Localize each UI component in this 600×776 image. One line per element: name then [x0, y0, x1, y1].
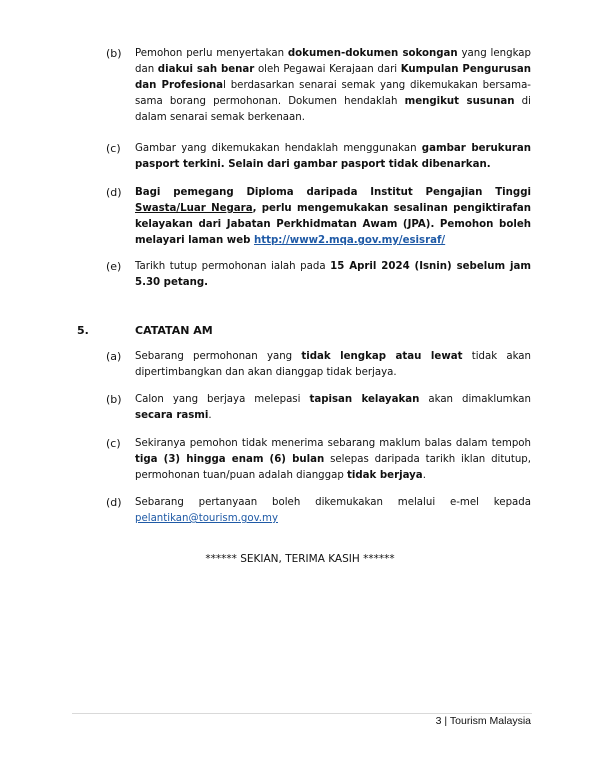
list-text	[135, 392, 531, 424]
section-number: 5.	[77, 324, 89, 337]
list-label: (a)	[106, 350, 122, 363]
list-text	[135, 141, 531, 173]
text-run: .	[422, 470, 426, 481]
list-text	[135, 46, 531, 126]
text-run: Tarikh tutup permohonan ialah pada	[135, 261, 331, 272]
list-text	[135, 495, 531, 527]
bold-text: tiga (3) hingga enam (6) bulan	[135, 454, 325, 465]
text-run: akan dimaklumkan	[419, 394, 531, 405]
closing-line: ****** SEKIAN, TERIMA KASIH ******	[205, 553, 395, 565]
list-label: (b)	[106, 393, 122, 406]
bold-text: tapisan kelayakan	[309, 394, 420, 405]
text-run: .	[208, 410, 212, 421]
bold-text: Bagi pemegang Diploma daripada Institut Pengajian Tinggi	[135, 187, 531, 198]
section-title: CATATAN AM	[135, 324, 213, 337]
list-text	[135, 436, 531, 484]
footer-divider	[72, 713, 532, 714]
bold-text: diakui sah benar	[157, 64, 255, 75]
list-label: (e)	[106, 260, 122, 273]
bold-text: , perlu mengemukakan sesalinan pengiktirafan kelayakan dari Jabatan Perkhidmatan Awam (JPA). Pemohon boleh melayari laman web	[135, 203, 532, 246]
bold-text: dokumen-dokumen sokongan	[287, 48, 458, 59]
list-text	[135, 259, 531, 291]
bold-text: 15 April 2024 (Isnin) sebelum jam 5.30 petang.	[135, 261, 531, 288]
text-run: Sebarang permohonan yang	[135, 351, 302, 362]
text-run: Pemohon perlu menyertakan	[135, 48, 288, 59]
list-label: (d)	[106, 496, 122, 509]
list-label: (c)	[106, 437, 121, 450]
text-run: tidak akan dipertimbangkan dan akan dianggap tidak berjaya.	[135, 351, 531, 378]
text-run: Gambar yang dikemukakan hendaklah menggunakan	[135, 143, 422, 154]
text-run: Sekiranya pemohon tidak menerima sebarang maklum balas dalam tempoh	[135, 438, 531, 449]
bold-text: tidak lengkap atau lewat	[301, 351, 463, 362]
bold-text: Swasta/Luar Negara	[135, 203, 253, 214]
bold-text: mengikut susunan	[404, 96, 515, 107]
text-run: di dalam senarai semak berkenaan.	[135, 96, 531, 123]
bold-text: secara rasmi	[135, 410, 209, 421]
text-run: oleh Pegawai Kerajaan dari	[254, 64, 401, 75]
text-run: yang lengkap dan	[135, 48, 532, 75]
list-label: (b)	[106, 47, 122, 60]
text-run: selepas daripada tarikh iklan ditutup, permohonan tuan/puan adalah dianggap	[135, 454, 531, 481]
link[interactable]: pelantikan@tourism.gov.my	[135, 513, 278, 524]
link[interactable]: http://www2.mqa.gov.my/esisraf/	[253, 235, 446, 246]
bold-text: Kumpulan Pengurusan dan Profesiona	[135, 64, 532, 91]
list-label: (c)	[106, 142, 121, 155]
page-footer: 3 | Tourism Malaysia	[435, 715, 531, 727]
bold-text: gambar berukuran pasport terkini. Selain dari gambar pasport tidak dibenarkan.	[135, 143, 531, 170]
bold-text: tidak berjaya	[347, 470, 423, 481]
list-text	[135, 349, 531, 381]
text-run: Sebarang pertanyaan boleh dikemukakan melalui e-mel kepada	[135, 497, 531, 508]
text-run: l berdasarkan senarai semak yang dikemukakan bersama-sama borang permohonan. Dokumen hendaklah	[135, 80, 531, 107]
text-run: Calon yang berjaya melepasi	[135, 394, 310, 405]
list-text	[135, 185, 531, 249]
list-label: (d)	[106, 186, 122, 199]
